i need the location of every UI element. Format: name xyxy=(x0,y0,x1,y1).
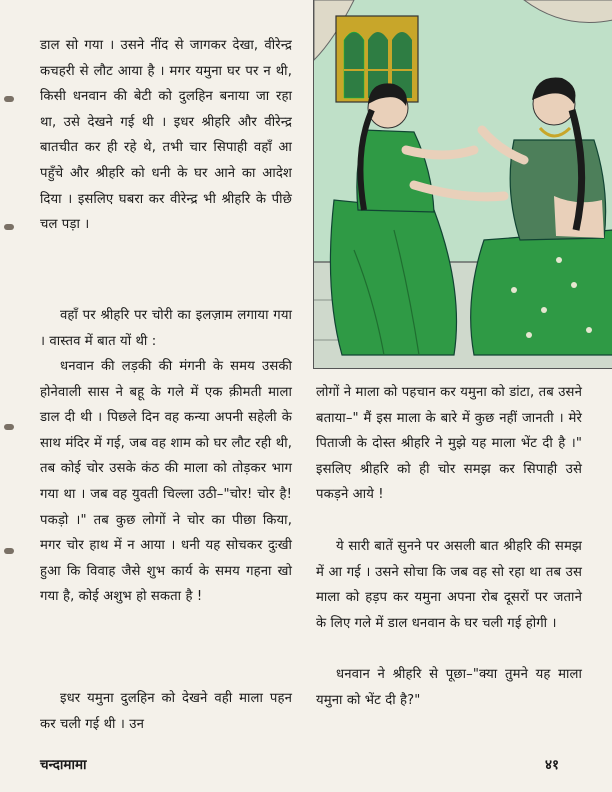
story-paragraph: ये सारी बातें सुनने पर असली बात श्रीहरि की समझ में आ गई । उसने सोचा कि जब वह सो रहा था तब उस माला को हड़प कर यमुना अपना रोब दूसरों पर जताने के लिए गले में डाल धनवान के घर चली गई होगी । xyxy=(316,539,582,631)
story-paragraph: धनवान की लड़की की मंगनी के समय उसकी होनेवाली सास ने बहू के गले में एक क़ीमती माला डाल दी थी । पिछले दिन वह कन्या अपनी सहेली के साथ मंदिर में गई, जब वह शाम को घर लौट रही थी, तब कोई चोर उसके कंठ की माला को तोड़कर भाग गया था । जब वह युवती चिल्ला उठी–"चोर! चोर है! पकड़ो ।" तब कुछ लोगों ने चोर का पीछा किया, मगर चोर हाथ में न आया । धनी यह सोचकर दुःखी हुआ कि विवाह जैसे शुभ कार्य के समय गहना खो गया है, कोई अशुभ हो सकता है ! xyxy=(40,359,292,605)
scan-mark xyxy=(4,96,14,102)
story-paragraph: धनवान ने श्रीहरि से पूछा–"क्या तुमने यह माला यमुना को भेंट दी है?" xyxy=(316,667,582,708)
story-paragraph: वहाँ पर श्रीहरि पर चोरी का इलज़ाम लगाया गया । वास्तव में बात यों थी : xyxy=(40,308,292,349)
story-paragraph: लोगों ने माला को पहचान कर यमुना को डांटा, तब उसने बताया–" मैं इस माला के बारे में कुछ नहीं जानती । मेरे पिताजी के दोस्त श्रीहरि ने मुझे यह माला भेंट दी है ।" इसलिए श्रीहरि को ही चोर समझ कर सिपाही उसे पकड़ने आये ! xyxy=(316,385,582,503)
scan-mark xyxy=(4,424,14,430)
story-illustration xyxy=(313,0,612,369)
magazine-name: चन्दामामा xyxy=(40,757,87,773)
page-number: ४१ xyxy=(545,757,560,773)
two-women-illustration xyxy=(314,0,612,368)
story-paragraph: डाल सो गया । उसने नींद से जागकर देखा, वीरेन्द्र कचहरी से लौट आया है । मगर यमुना घर पर न थी, किसी धनवान की बेटी को दुलहिन बनाया जा रहा था, उसे देखने गई थी । इधर श्रीहरि और वीरेन्द्र बातचीत कर ही रहे थे, तभी चार सिपाही वहाँ आ पहुँचे और श्रीहरि को धनी के घर आने का आदेश दिया । इसलिए घबरा कर वीरेन्द्र भी श्रीहरि के पीछे चल पड़ा । xyxy=(40,38,292,233)
scan-mark xyxy=(4,224,14,230)
scan-mark xyxy=(4,548,14,554)
story-paragraph: इधर यमुना दुलहिन को देखने वही माला पहन कर चली गई थी । उन xyxy=(40,691,292,732)
